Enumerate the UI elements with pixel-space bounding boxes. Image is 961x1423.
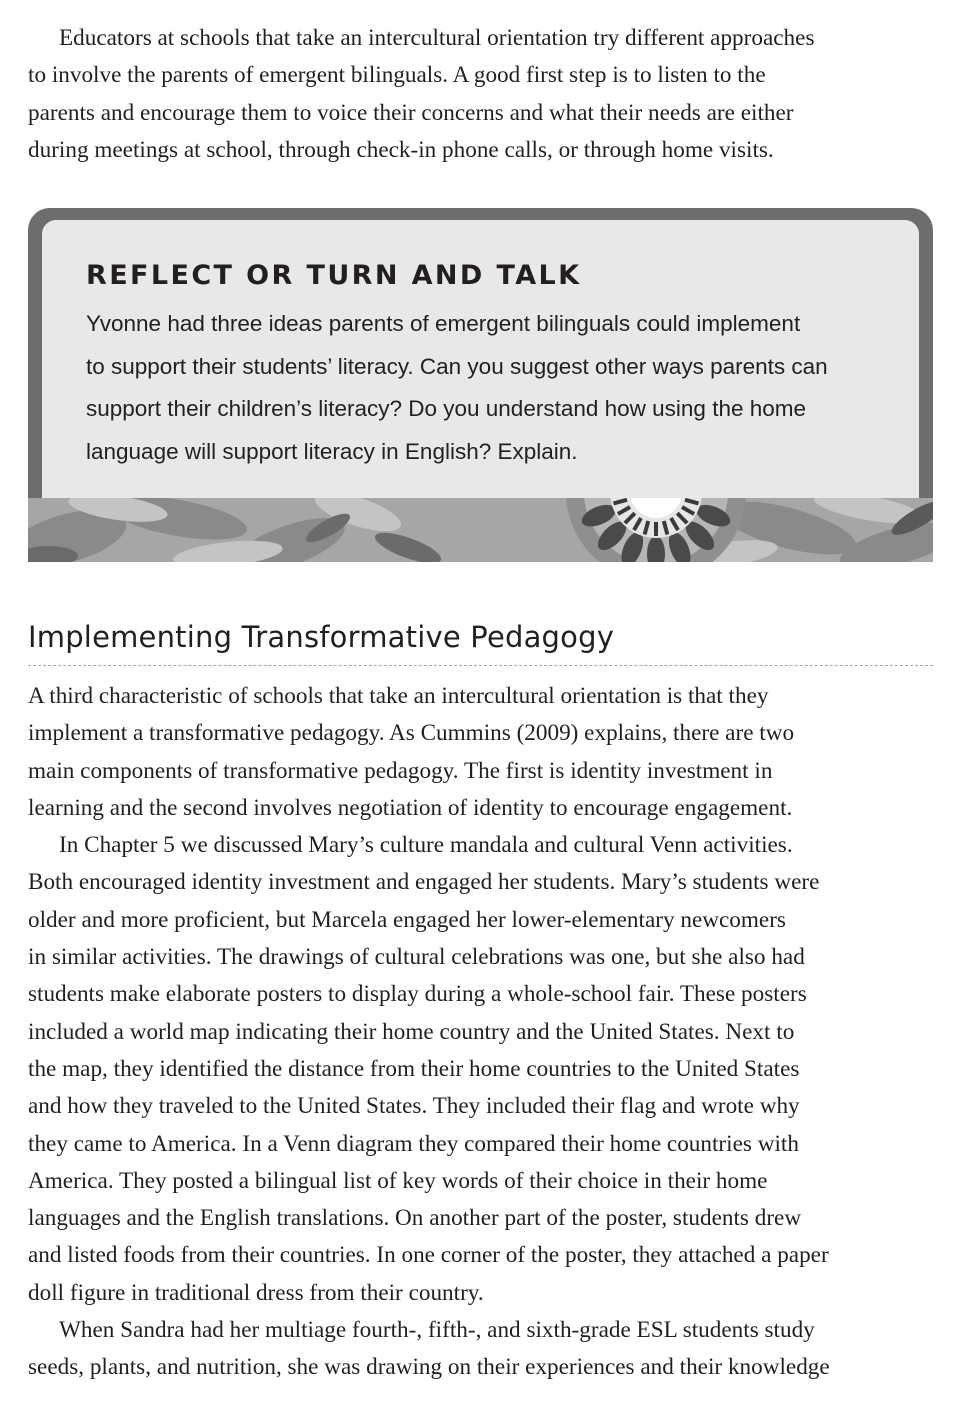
text-line: the map, they identified the distance from their home countries to the United States bbox=[28, 1055, 800, 1082]
text-line: and listed foods from their countries. In one corner of the poster, they attached a paper bbox=[28, 1242, 829, 1269]
text-line: older and more proficient, but Marcela engaged her lower-elementary newcomers bbox=[28, 906, 786, 933]
intro-paragraph bbox=[28, 20, 814, 169]
text-line: A third characteristic of schools that take an intercultural orientation is that they bbox=[28, 683, 769, 709]
reflect-callout-box bbox=[28, 208, 933, 562]
text-line: they came to America. In a Venn diagram they compared their home countries with bbox=[28, 1130, 799, 1157]
text-line: language will support literacy in English? Explain. bbox=[86, 438, 578, 464]
text-line: In Chapter 5 we discussed Mary’s culture mandala and cultural Venn activities. bbox=[59, 832, 793, 859]
text-line: to involve the parents of emergent bilinguals. A good first step is to listen to the bbox=[28, 62, 766, 89]
heading-divider bbox=[28, 665, 933, 666]
section-body bbox=[28, 678, 830, 1387]
text-line: When Sandra had her multiage fourth-, fifth-, and sixth-grade ESL students study bbox=[59, 1317, 815, 1344]
text-line: parents and encourage them to voice their concerns and what their needs are either bbox=[28, 99, 794, 126]
text-line: main components of transformative pedagogy. The first is identity investment in bbox=[28, 757, 773, 784]
paragraph-1 bbox=[28, 678, 830, 827]
text-line: to support their students’ literacy. Can you suggest other ways parents can bbox=[86, 353, 828, 379]
text-line: America. They posted a bilingual list of key words of their choice in their home bbox=[28, 1167, 768, 1194]
text-line: during meetings at school, through check-in phone calls, or through home visits. bbox=[28, 136, 774, 163]
text-line: doll figure in traditional dress from their country. bbox=[28, 1279, 484, 1306]
text-line: Educators at schools that take an intercultural orientation try different approaches bbox=[59, 25, 815, 51]
text-line: learning and the second involves negotiation of identity to encourage engagement. bbox=[28, 794, 793, 821]
text-line: included a world map indicating their home country and the United States. Next to bbox=[28, 1018, 795, 1045]
text-line: support their children’s literacy? Do you understand how using the home bbox=[86, 396, 806, 421]
callout-text bbox=[86, 303, 828, 473]
mandala-banner-image bbox=[28, 498, 933, 562]
text-line: languages and the English translations. On another part of the poster, students drew bbox=[28, 1205, 802, 1232]
paragraph-2 bbox=[28, 827, 830, 1312]
paragraph-3 bbox=[28, 1312, 830, 1387]
text-line: Yvonne had three ideas parents of emergent bilinguals could implement bbox=[86, 311, 801, 336]
text-line: in similar activities. The drawings of cultural celebrations was one, but she also had bbox=[28, 944, 805, 971]
text-line: implement a transformative pedagogy. As Cummins (2009) explains, there are two bbox=[28, 720, 795, 747]
text-line: Both encouraged identity investment and engaged her students. Mary’s students were bbox=[28, 869, 820, 896]
text-line: students make elaborate posters to display during a whole-school fair. These posters bbox=[28, 981, 807, 1008]
text-line: and how they traveled to the United States. They included their flag and wrote why bbox=[28, 1093, 800, 1120]
text-line: seeds, plants, and nutrition, she was drawing on their experiences and their knowledge bbox=[28, 1354, 830, 1381]
mandala-pattern-graphic bbox=[28, 498, 933, 562]
section-heading: Implementing Transformative Pedagogy bbox=[28, 620, 615, 654]
callout-title: REFLECT OR TURN AND TALK bbox=[86, 260, 582, 291]
